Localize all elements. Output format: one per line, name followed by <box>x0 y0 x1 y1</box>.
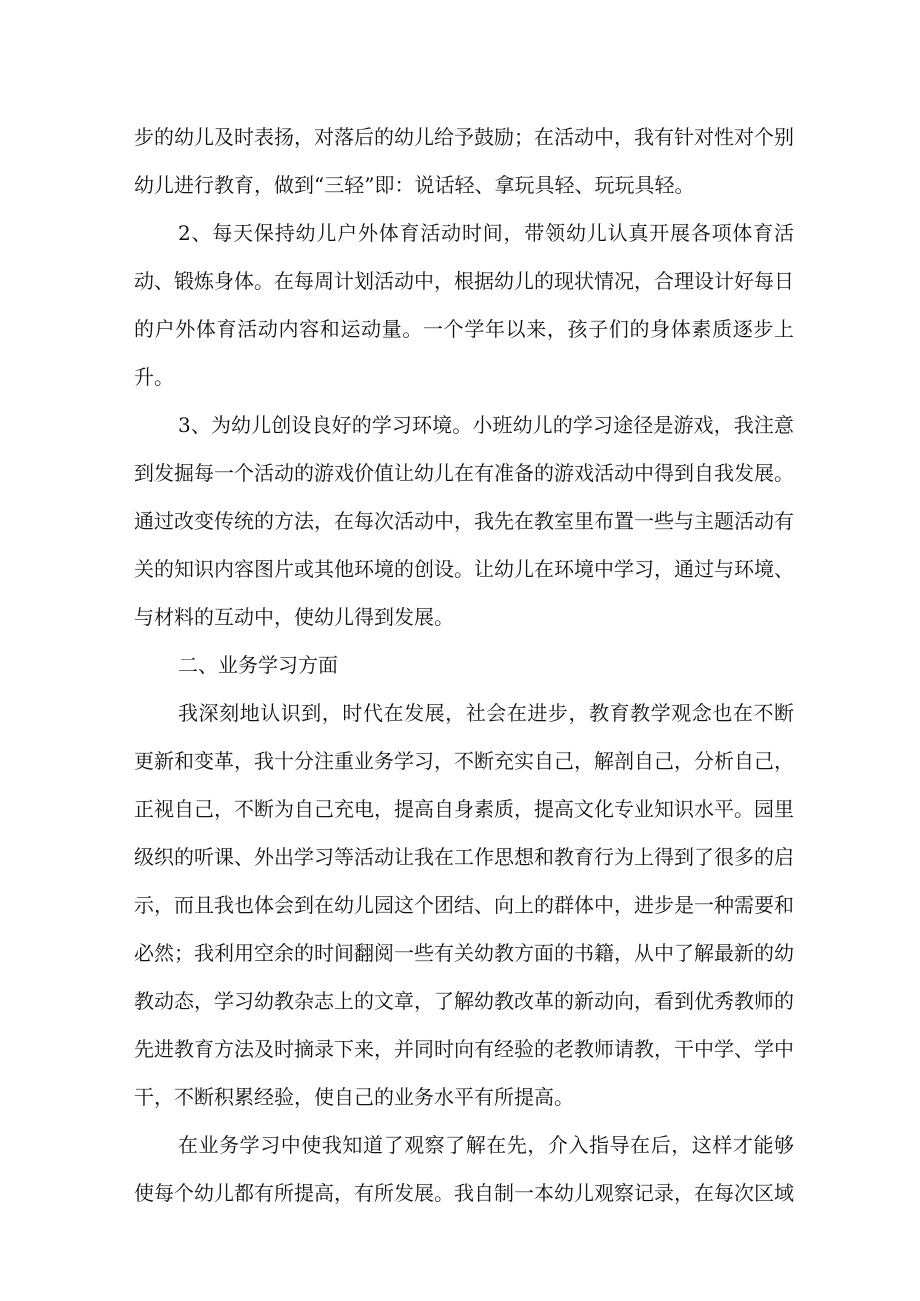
document-body <box>134 113 794 1217</box>
section-heading-business-study: 二、业务学习方面 <box>178 653 338 677</box>
paragraph-continued: 步的幼儿及时表扬，对落后的幼儿给予鼓励；在活动中，我有针对性对个别幼儿进行教育，做到“三轻”即：说话轻、拿玩具轻、玩玩具轻。 <box>134 125 794 197</box>
paragraph-study-1: 我深刻地认识到，时代在发展，社会在进步，教育教学观念也在不断更新和变革，我十分注重业务学习，不断充实自己，解剖自己，分析自己，正视自己，不断为自己充电，提高自身素质，提高文化专业知识水平。园里级织的听课、外出学习等活动让我在工作思想和教育行为上得到了很多的启示，而且我也体会到在幼儿园这个团结、向上的群体中，进步是一种需要和必然；我利用空余的时间翻阅一些有关幼教方面的书籍，从中了解最新的幼教动态，学习幼教杂志上的文章，了解幼教改革的新动向，看到优秀教师的先进教育方法及时摘录下来，并同时向有经验的老教师请教，干中学、学中干，不断积累经验，使自己的业务水平有所提高。 <box>134 701 794 1109</box>
paragraph-item-2: 2、每天保持幼儿户外体育活动时间，带领幼儿认真开展各项体育活动、锻炼身体。在每周计划活动中，根据幼儿的现状情况，合理设计好每日的户外体育活动内容和运动量。一个学年以来，孩子们的身体素质逐步上升。 <box>134 221 794 389</box>
paragraph-study-2: 在业务学习中使我知道了观察了解在先，介入指导在后，这样才能够使每个幼儿都有所提高，有所发展。我自制一本幼儿观察记录，在每次区域 <box>134 1133 794 1205</box>
paragraph-item-3: 3、为幼儿创设良好的学习环境。小班幼儿的学习途径是游戏，我注意到发掘每一个活动的游戏价值让幼儿在有准备的游戏活动中得到自我发展。通过改变传统的方法，在每次活动中，我先在教室里布置一些与主题活动有关的知识内容图片或其他环境的创设。让幼儿在环境中学习，通过与环境、与材料的互动中，使幼儿得到发展。 <box>134 413 794 629</box>
